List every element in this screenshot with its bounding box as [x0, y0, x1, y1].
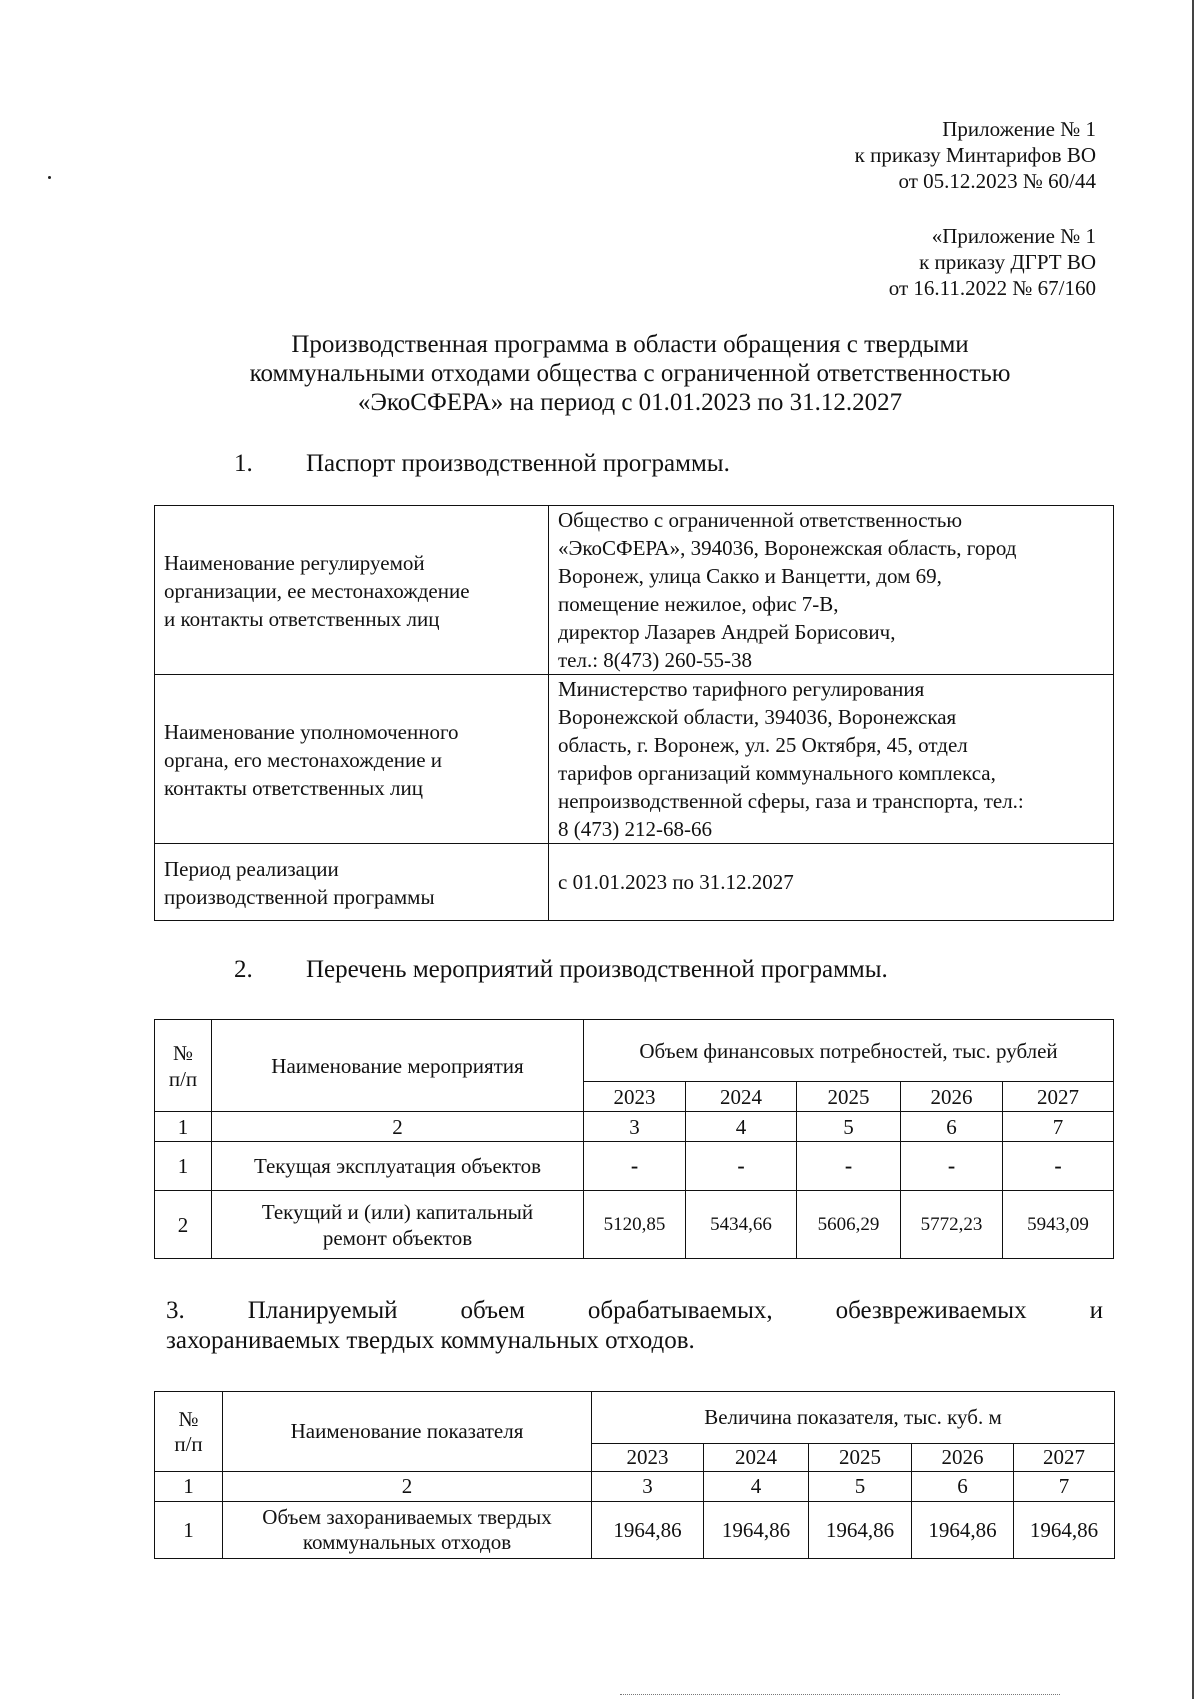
col-name-header: Наименование показателя — [223, 1392, 592, 1472]
volumes-table — [154, 1391, 1115, 1559]
row-value: 5434,66 — [686, 1191, 797, 1259]
section-title-line: захораниваемых твердых коммунальных отходов. — [166, 1327, 695, 1354]
year-header: 2024 — [704, 1444, 809, 1472]
passport-label-cell — [155, 844, 549, 921]
year-header: 2027 — [1003, 1082, 1114, 1112]
cell-line: контакты ответственных лиц — [164, 776, 423, 800]
section-number: 2. — [234, 956, 253, 983]
table-header-row — [155, 1020, 1114, 1082]
header-line: № — [178, 1406, 199, 1431]
col-num-header — [155, 1392, 223, 1472]
passport-table — [154, 505, 1114, 921]
row-value: 5606,29 — [797, 1191, 901, 1259]
col-group-header: Величина показателя, тыс. куб. м — [592, 1392, 1115, 1444]
cell-line: организации, ее местонахождение — [164, 579, 470, 603]
row-value: 5120,85 — [584, 1191, 686, 1259]
row-value: - — [584, 1142, 686, 1191]
section-1-heading — [234, 449, 730, 479]
index-cell: 1 — [155, 1112, 212, 1142]
annex-header-original — [889, 223, 1096, 301]
cell-line: тарифов организаций коммунального комплекса, — [558, 761, 996, 785]
title-line: Производственная программа в области обращения с твердыми — [291, 331, 969, 358]
row-name — [223, 1502, 592, 1559]
cell-line: директор Лазарев Андрей Борисович, — [558, 620, 896, 644]
cell-line: Текущий и (или) капитальный — [261, 1199, 534, 1224]
row-value: - — [901, 1142, 1003, 1191]
cell-line: непроизводственной сферы, газа и транспорта, тел.: — [558, 789, 1024, 813]
cell-line: «ЭкоСФЕРА», 394036, Воронежская область, город — [558, 536, 1017, 560]
header-line: п/п — [174, 1431, 203, 1456]
index-cell: 7 — [1014, 1472, 1115, 1502]
year-header: 2024 — [686, 1082, 797, 1112]
passport-value-cell — [549, 675, 1114, 844]
col-name-header: Наименование мероприятия — [212, 1020, 584, 1112]
cell-line: Министерство тарифного регулирования — [558, 677, 925, 701]
cell-line: область, г. Воронеж, ул. 25 Октября, 45, отдел — [558, 733, 968, 757]
col-num-header — [155, 1020, 212, 1112]
cell-line: Период реализации — [164, 857, 339, 881]
cell-line: с 01.01.2023 по 31.12.2027 — [558, 870, 794, 894]
cell-line: органа, его местонахождение и — [164, 748, 443, 772]
table-row — [155, 1502, 1115, 1559]
row-value: - — [686, 1142, 797, 1191]
index-cell: 3 — [584, 1112, 686, 1142]
col-group-header: Объем финансовых потребностей, тыс. рублей — [584, 1020, 1114, 1082]
index-cell: 7 — [1003, 1112, 1114, 1142]
section-title: Паспорт производственной программы. — [306, 450, 730, 477]
row-value: 1964,86 — [592, 1502, 704, 1559]
passport-label-cell — [155, 675, 549, 844]
index-cell: 1 — [155, 1472, 223, 1502]
passport-row — [155, 844, 1114, 921]
scan-streak — [620, 1694, 1060, 1696]
passport-row — [155, 506, 1114, 675]
passport-value-cell — [549, 844, 1114, 921]
annex-line: от 05.12.2023 № 60/44 — [898, 169, 1096, 193]
cell-line: ремонт объектов — [322, 1225, 473, 1250]
heading-word: обрабатываемых, — [587, 1297, 773, 1324]
passport-label-cell — [155, 506, 549, 675]
row-num: 1 — [155, 1502, 223, 1559]
cell-line: Наименование уполномоченного — [164, 720, 459, 744]
index-cell: 2 — [212, 1112, 584, 1142]
cell-line: Воронеж, улица Сакко и Ванцетти, дом 69, — [558, 564, 942, 588]
annex-line: «Приложение № 1 — [931, 224, 1096, 248]
row-num: 1 — [155, 1142, 212, 1191]
year-header: 2026 — [912, 1444, 1014, 1472]
table-index-row — [155, 1472, 1115, 1502]
document-title — [130, 330, 1130, 417]
index-cell: 5 — [797, 1112, 901, 1142]
year-header: 2027 — [1014, 1444, 1115, 1472]
table-row — [155, 1191, 1114, 1259]
events-table — [154, 1019, 1114, 1259]
row-value: 5943,09 — [1003, 1191, 1114, 1259]
cell-line: тел.: 8(473) 260-55-38 — [558, 648, 753, 672]
index-cell: 3 — [592, 1472, 704, 1502]
year-header: 2025 — [797, 1082, 901, 1112]
section-2-heading — [234, 955, 888, 985]
table-index-row — [155, 1112, 1114, 1142]
section-number: 3. — [166, 1297, 185, 1324]
cell-line: и контакты ответственных лиц — [164, 607, 440, 631]
year-header: 2025 — [809, 1444, 912, 1472]
cell-line: коммунальных отходов — [302, 1530, 512, 1554]
section-3-heading — [166, 1296, 1103, 1356]
row-num: 2 — [155, 1191, 212, 1259]
annex-line: от 16.11.2022 № 67/160 — [888, 276, 1096, 300]
heading-word: объем — [460, 1297, 525, 1324]
table-header-row — [155, 1392, 1115, 1444]
annex-line: Приложение № 1 — [942, 117, 1096, 141]
row-value: 1964,86 — [809, 1502, 912, 1559]
scan-edge — [1192, 0, 1194, 1699]
passport-row — [155, 675, 1114, 844]
table-row — [155, 1142, 1114, 1191]
year-header: 2023 — [584, 1082, 686, 1112]
title-line: коммунальными отходами общества с ограниченной ответственностью — [249, 360, 1011, 387]
heading-word: Планируемый — [247, 1297, 398, 1324]
title-line: «ЭкоСФЕРА» на период с 01.01.2023 по 31.12.2027 — [357, 389, 903, 416]
row-value: - — [1003, 1142, 1114, 1191]
section-title-line — [166, 1296, 1103, 1326]
row-value: - — [797, 1142, 901, 1191]
index-cell: 4 — [686, 1112, 797, 1142]
index-cell: 6 — [912, 1472, 1014, 1502]
heading-word: обезвреживаемых — [835, 1297, 1027, 1324]
index-cell: 6 — [901, 1112, 1003, 1142]
row-value: 1964,86 — [1014, 1502, 1115, 1559]
year-header: 2026 — [901, 1082, 1003, 1112]
row-value: 1964,86 — [704, 1502, 809, 1559]
row-value: 5772,23 — [901, 1191, 1003, 1259]
cell-line: Воронежской области, 394036, Воронежская — [558, 705, 957, 729]
cell-line: производственной программы — [164, 885, 435, 909]
cell-line: Наименование регулируемой — [164, 551, 425, 575]
index-cell: 4 — [704, 1472, 809, 1502]
header-line: № — [172, 1040, 194, 1065]
annex-line: к приказу ДГРТ ВО — [919, 250, 1096, 274]
header-line: п/п — [168, 1066, 198, 1091]
year-header: 2023 — [592, 1444, 704, 1472]
index-cell: 2 — [223, 1472, 592, 1502]
cell-line: Объем захораниваемых твердых — [262, 1505, 552, 1529]
annex-line: к приказу Минтарифов ВО — [854, 143, 1096, 167]
heading-word: и — [1089, 1297, 1103, 1324]
passport-value-cell — [549, 506, 1114, 675]
row-name — [212, 1191, 584, 1259]
section-number: 1. — [234, 450, 253, 477]
section-title: Перечень мероприятий производственной программы. — [306, 956, 888, 983]
row-name: Текущая эксплуатация объектов — [212, 1142, 584, 1191]
cell-line: Общество с ограниченной ответственностью — [558, 508, 963, 532]
scan-speck — [48, 176, 51, 179]
cell-line: помещение нежилое, офис 7-В, — [558, 592, 839, 616]
row-value: 1964,86 — [912, 1502, 1014, 1559]
index-cell: 5 — [809, 1472, 912, 1502]
annex-header-current — [855, 116, 1096, 194]
cell-line: 8 (473) 212-68-66 — [558, 817, 712, 841]
